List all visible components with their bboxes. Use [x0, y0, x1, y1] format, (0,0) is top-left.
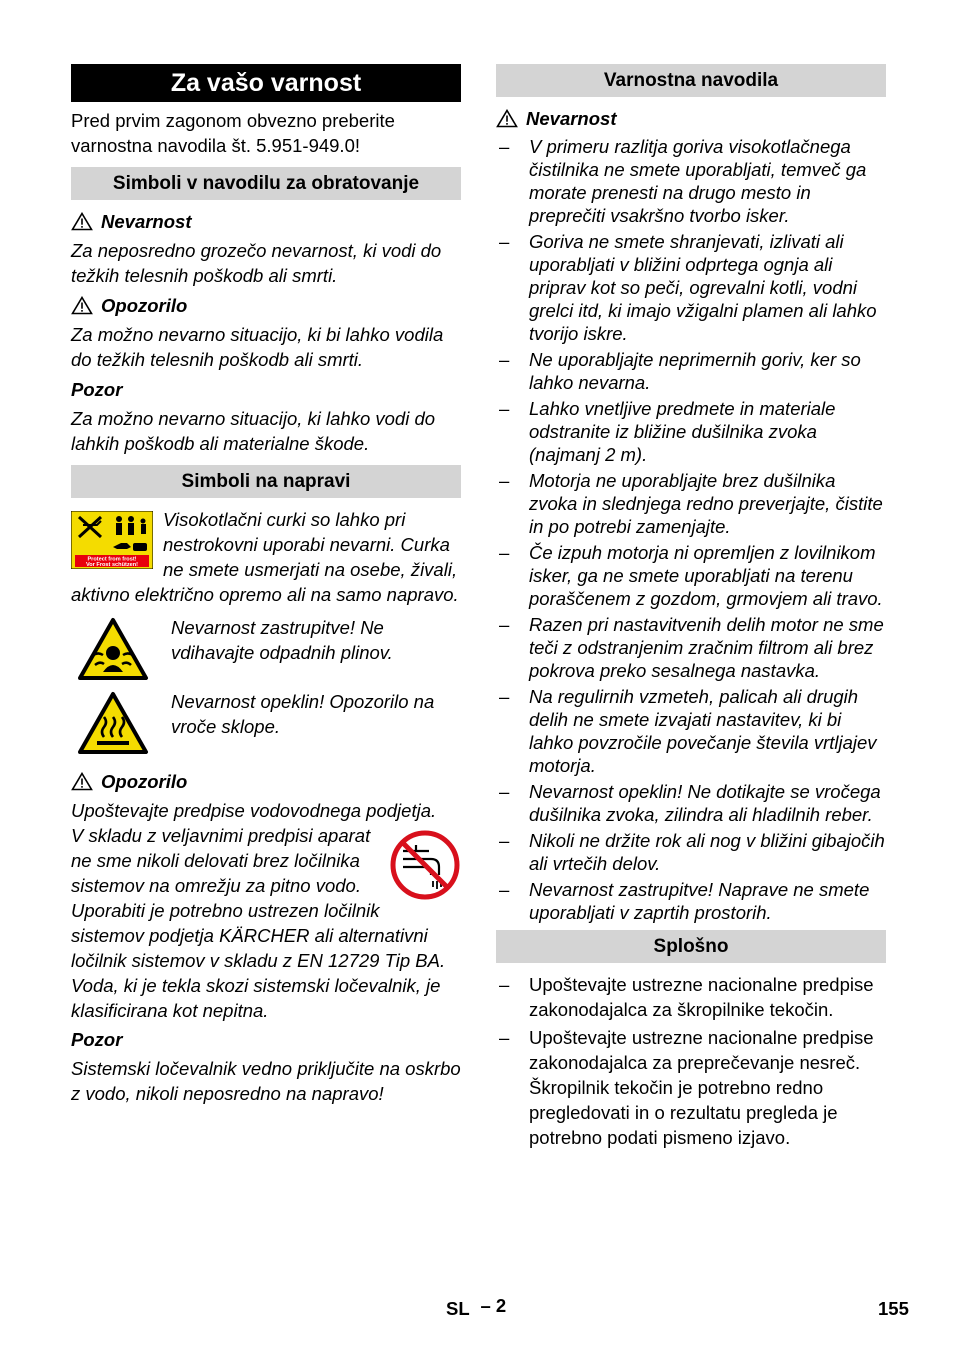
dash-glyph: –: [499, 781, 510, 802]
dash-glyph: –: [499, 974, 510, 995]
list-item: [496, 135, 886, 227]
no-drinking-water-connection-icon: [389, 829, 461, 901]
footer-language: [446, 1295, 507, 1320]
list-item: [496, 878, 886, 924]
list-item-text: Lahko vnetljive predmete in materiale odstranite iz bližine dušilnika zvoka (najmanj 2 m).: [529, 398, 836, 465]
section-heading-safety-instructions: Varnostna navodila: [496, 64, 886, 97]
caution-text: Za možno nevarno situacijo, ki lahko vodi do lahkih poškodb ali materialne škode.: [71, 408, 436, 454]
dash-glyph: –: [499, 470, 510, 491]
intro-text: Pred prvim zagonom obvezno preberite varnostna navodila št. 5.951-949.0!: [71, 110, 395, 156]
section-heading-general: Splošno: [496, 930, 886, 963]
symbol-poisoning-text: Nevarnost zastrupitve! Ne vdihavajte odpadnih plinov.: [171, 617, 393, 663]
danger-text: Za neposredno grozečo nevarnost, ki vodi do težkih telesnih poškodb ali smrti.: [71, 240, 442, 286]
warning-heading: [71, 293, 461, 318]
warning2-text2: V skladu z veljavnimi predpisi aparat ne sme nikoli delovati brez ločilnika sistemov na omrežju za pitno vodo. Uporabiti je potrebno ustrezen ločilnik sistemov podjetja KÄRCHER ali alternativni ločilnik sistemov v skladu z EN 12729 Tip BA. Voda, ki je tekla skozi sistemski ločevalnik, je klasificirana kot nepitna.: [71, 825, 446, 1021]
warning2-heading: [71, 769, 461, 794]
list-item-text: Nevarnost opeklin! Ne dotikajte se vročega dušilnika zvoka, zilindra ali hladilnih reber.: [529, 781, 881, 825]
danger-heading: [71, 209, 461, 234]
warning2-label: Opozorilo: [101, 771, 188, 792]
caution2-text: Sistemski ločevalnik vedno priključite na oskrbo z vodo, nikoli neposredno na napravo!: [71, 1058, 461, 1104]
list-item: [496, 397, 886, 466]
warning2-body: [71, 823, 461, 1023]
list-item: [496, 613, 886, 682]
list-item-text: Če izpuh motorja ni opremljen z lovilnikom isker, ga ne smete uporabljati na terenu poraščenem z gozdom, grmovjem ali travo.: [529, 542, 883, 609]
warning2-text1: Upoštevajte predpise vodovodnega podjetja.: [71, 800, 437, 821]
dash-glyph: –: [499, 398, 510, 419]
frost-label-line2: Vor Frost schützen!: [85, 562, 139, 568]
danger-heading: [496, 106, 886, 131]
danger-label: Nevarnost: [101, 211, 192, 232]
general-list: [496, 972, 886, 1150]
dash-glyph: –: [499, 614, 510, 635]
symbol-high-pressure: [71, 507, 461, 607]
page-title: Za vašo varnost: [71, 64, 461, 102]
list-item-text: Nikoli ne držite rok ali nog v bližini gibajočih ali vrtečih delov.: [529, 830, 885, 874]
section-heading-symbols-device: Simboli na napravi: [71, 465, 461, 498]
dash-glyph: –: [499, 879, 510, 900]
section-heading-symbols-manual: Simboli v navodilu za obratovanje: [71, 167, 461, 200]
list-item: [496, 348, 886, 394]
caution2-label: Pozor: [71, 1029, 123, 1050]
danger-label: Nevarnost: [526, 108, 617, 129]
list-item-text: Nevarnost zastrupitve! Naprave ne smete uporabljati v zaprtih prostorih.: [529, 879, 870, 923]
symbol-poisoning: [71, 617, 461, 681]
warning-triangle-icon: [71, 212, 93, 231]
warning-triangle-icon: [71, 772, 93, 791]
dash-glyph: –: [499, 686, 510, 707]
warning-label: Opozorilo: [101, 295, 188, 316]
list-item-text: Na regulirnih vzmeteh, palicah ali drugih delih ne smete izvajati nastavitev, ki bi lahko povzročile povečanje števila vrtljajev motorja.: [529, 686, 877, 776]
dash-glyph: –: [499, 830, 510, 851]
list-item-text: Upoštevajte ustrezne nacionalne predpise zakonodajalca za škropilnike tekočin.: [529, 974, 874, 1020]
warning-text: Za možno nevarno situacijo, ki bi lahko vodila do težkih telesnih poškodb ali smrti.: [71, 324, 444, 370]
dash-glyph: –: [499, 349, 510, 370]
toxic-exhaust-warning-icon: [77, 617, 149, 681]
list-item: [496, 469, 886, 538]
list-item-text: Razen pri nastavitvenih delih motor ne sme teči z odstranjenim zračnim filtrom ali brez pokrova preko sesalnega nastavka.: [529, 614, 884, 681]
right-column: [496, 64, 886, 1153]
footer-page-local: – 2: [480, 1295, 507, 1316]
list-item: [496, 685, 886, 777]
list-item: [496, 230, 886, 345]
list-item-text: V primeru razlitja goriva visokotlačnega čistilnika ne smete uporabljati, temveč ga morate prenesti na drugo mesto in preprečiti vsakršno tvorbo isker.: [529, 136, 867, 226]
footer-page-number: 155: [878, 1298, 909, 1319]
caution-label: Pozor: [71, 379, 123, 400]
hot-surface-warning-icon: [77, 691, 149, 755]
list-item-text: Upoštevajte ustrezne nacionalne predpise zakonodajalca za preprečevanje nesreč. Škropilnik tekočin je potrebno redno pregledovati in o rezultatu pregleda je potrebno podati pismeno izjavo.: [529, 1027, 874, 1148]
list-item: [496, 541, 886, 610]
frost-label-line1: Protect from frost!: [87, 556, 137, 563]
warning-triangle-icon: [496, 109, 518, 128]
list-item: [496, 972, 886, 1022]
symbol-burns: [71, 691, 461, 755]
left-column: [71, 64, 461, 1106]
list-item-text: Goriva ne smete shranjevati, izlivati ali uporabljati v bližini odprtega ognja ali priprav kot so peči, ogrevalni kotli, vodni grelci itd, ki imajo vžigalni plamen ali lahko tvorijo iskre.: [529, 231, 877, 344]
dash-glyph: –: [499, 231, 510, 252]
list-item: [496, 829, 886, 875]
footer-lang: SL: [446, 1298, 470, 1319]
safety-list: [496, 135, 886, 924]
dash-glyph: –: [499, 542, 510, 563]
warning-triangle-icon: [71, 296, 93, 315]
list-item-text: Ne uporabljajte neprimernih goriv, ker so lahko nevarna.: [529, 349, 861, 393]
dash-glyph: –: [499, 1027, 510, 1048]
dash-glyph: –: [499, 136, 510, 157]
list-item: [496, 780, 886, 826]
high-pressure-jet-warning-icon: [71, 511, 153, 569]
symbol-high-pressure-text: Visokotlačni curki so lahko pri nestrokovni uporabi nevarni. Curka ne smete usmerjati na osebe, živali, aktivno električno opremo ali na samo napravo.: [71, 509, 459, 605]
symbol-burns-text: Nevarnost opeklin! Opozorilo na vroče sklope.: [171, 691, 435, 737]
list-item-text: Motorja ne uporabljajte brez dušilnika zvoka in slednjega redno preverjajte, čistite in po potrebi zamenjajte.: [529, 470, 883, 537]
list-item: [496, 1025, 886, 1150]
